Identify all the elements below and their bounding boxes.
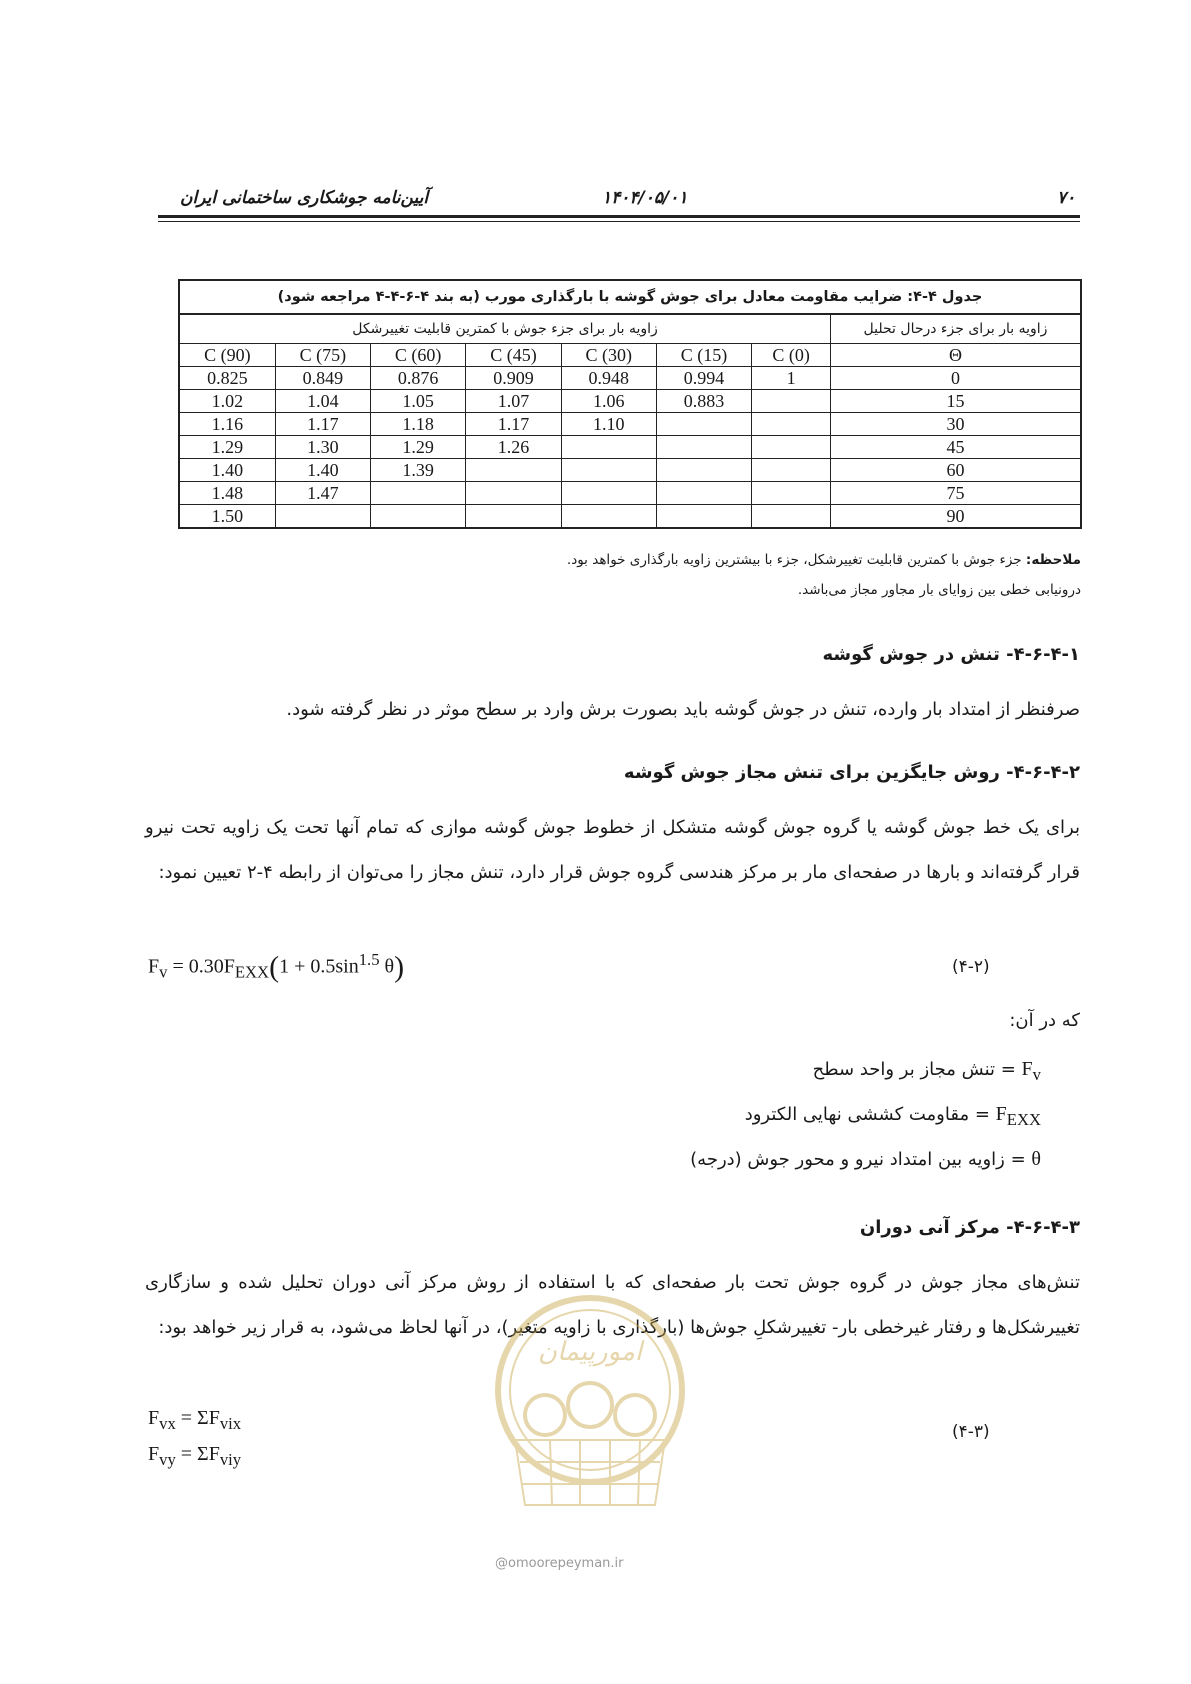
definition-text: مقاومت کششی نهایی الکترود — [744, 1104, 970, 1125]
table-cell: 1.29 — [179, 436, 275, 459]
table-cell: 1.05 — [371, 390, 466, 413]
table-cell: 1.17 — [275, 413, 370, 436]
definition-text: زاویه بین امتداد نیرو و محور جوش (درجه) — [690, 1149, 1005, 1170]
table-cell: 1.26 — [466, 436, 561, 459]
table-row — [179, 390, 1081, 413]
definition-text: تنش مجاز بر واحد سطح — [812, 1059, 996, 1080]
table-cell — [561, 482, 656, 505]
table-cell: 1.40 — [275, 459, 370, 482]
section-text-2: برای یک خط جوش گوشه یا گروه جوش گوشه متشکل از خطوط جوش گوشه موازی که تمام آنها تحت یک زاویه تحت نیرو قرار گرفته‌اند و بارها در صفحه‌ای مار بر مرکز هندسی گروه جوش قرار دارد، تنش مجاز را می‌توان از رابطه ۴-۲ تعیین نمود: — [145, 817, 1080, 883]
table-cell — [275, 505, 370, 529]
column-header: C (30) — [561, 344, 656, 367]
table-cell — [466, 459, 561, 482]
equation-4-2: $F_v = 0.30F_{EXX}(1 + 0.5\sin^{1.5}$ θ) — [148, 950, 405, 984]
note-label: ملاحظه: — [1025, 552, 1081, 568]
equation-4-3: $F_{vx} = \Sigma F_{vix}$ $F_{vy} = \Sigma F_{viy}$ — [148, 1407, 242, 1469]
table-cell — [466, 482, 561, 505]
theta-cell: 0 — [831, 367, 1082, 390]
table-cell — [752, 436, 831, 459]
table-cell: 0.994 — [656, 367, 751, 390]
table-cell — [371, 482, 466, 505]
table-cell — [656, 436, 751, 459]
table-note-1 — [567, 552, 1081, 568]
table-row — [179, 367, 1081, 390]
header-rule-thin — [158, 221, 1080, 222]
column-header: C (90) — [179, 344, 275, 367]
table-cell — [656, 459, 751, 482]
table-cell — [752, 482, 831, 505]
table-cell: 0.948 — [561, 367, 656, 390]
table-caption: جدول ۴-۴: ضرایب مقاومت معادل برای جوش گوشه با بارگذاری مورب (به بند ۴-۶-۴-۴ مراجعه شود) — [179, 280, 1081, 314]
table-row — [179, 413, 1081, 436]
definition-fexx: $F_{EXX}$ = مقاومت کششی نهایی الکترود — [744, 1103, 1041, 1129]
section-text-3: تنش‌های مجاز جوش در گروه جوش تحت بار صفحه‌ای که با استفاده از روش مرکز آنی دوران تحلیل شده و سازگاری تغییرشکل‌ها و رفتار غیرخطی بار- تغییرشکلِ جوش‌ها (بارگذاری با زاویه متغیر)، در آنها لحاظ می‌شود، به قرار زیر خواهد بود: — [145, 1272, 1080, 1338]
table-row — [179, 505, 1081, 529]
table-row — [179, 436, 1081, 459]
column-header: C (75) — [275, 344, 370, 367]
table-cell: 1.16 — [179, 413, 275, 436]
table-row — [179, 459, 1081, 482]
svg-text:امورپیمان: امورپیمان — [537, 1337, 643, 1367]
table-cell — [752, 413, 831, 436]
column-header: C (15) — [656, 344, 751, 367]
header-date: ۱۴۰۴/۰۵/۰۱ — [602, 188, 688, 208]
theta-cell: 45 — [831, 436, 1082, 459]
table-cell: 1.10 — [561, 413, 656, 436]
table-column-header-row — [179, 344, 1081, 367]
table-cell: 1.18 — [371, 413, 466, 436]
table-cell: 1.07 — [466, 390, 561, 413]
book-title: آیین‌نامه جوشکاری ساختمانی ایران — [180, 188, 429, 208]
table-cell: 1.04 — [275, 390, 370, 413]
header-rule — [158, 215, 1080, 218]
column-header: C (60) — [371, 344, 466, 367]
table-cell — [752, 505, 831, 529]
equation-number-4-3: (۴-۳) — [952, 1422, 990, 1442]
definition-symbol: θ — [1031, 1148, 1041, 1170]
theta-cell: 75 — [831, 482, 1082, 505]
table-cell — [561, 459, 656, 482]
where-label: که در آن: — [1009, 1010, 1080, 1031]
table-cell: 1.47 — [275, 482, 370, 505]
theta-cell: 15 — [831, 390, 1082, 413]
theta-header: Θ — [831, 344, 1082, 367]
section-heading-3: ۴-۶-۴-۳- مرکز آنی دوران — [859, 1217, 1080, 1238]
table-cell: 1.02 — [179, 390, 275, 413]
watermark-site: @omoorepeyman.ir — [495, 1556, 624, 1571]
table-cell: 0.876 — [371, 367, 466, 390]
table-cell — [466, 505, 561, 529]
section-heading-1: ۴-۶-۴-۱- تنش در جوش گوشه — [822, 644, 1080, 665]
table-cell — [371, 505, 466, 529]
table-cell — [561, 436, 656, 459]
table-row — [179, 482, 1081, 505]
section-heading-2: ۴-۶-۴-۲- روش جایگزین برای تنش مجاز جوش گوشه — [623, 762, 1080, 783]
theta-cell: 60 — [831, 459, 1082, 482]
table-cell: 1.50 — [179, 505, 275, 529]
table-cell: 1.17 — [466, 413, 561, 436]
note-text: جزء جوش با کمترین قابلیت تغییرشکل، جزء با بیشترین زاویه بارگذاری خواهد بود. — [566, 552, 1022, 568]
equation-number-4-2: (۴-۲) — [952, 957, 990, 977]
table-cell — [561, 505, 656, 529]
table-cell: 1.40 — [179, 459, 275, 482]
table-cell: 0.825 — [179, 367, 275, 390]
table-cell: 1.29 — [371, 436, 466, 459]
watermark-logo-icon — [490, 1290, 690, 1550]
section-text-1: صرفنظر از امتداد بار وارده، تنش در جوش گوشه باید بصورت برش وارد بر سطح موثر در نظر گرفته شود. — [286, 699, 1080, 720]
table-cell: 1.30 — [275, 436, 370, 459]
table-cell: 0.883 — [656, 390, 751, 413]
table-cell — [656, 413, 751, 436]
table-cell: 1.39 — [371, 459, 466, 482]
column-header: C (45) — [466, 344, 561, 367]
table-cell — [656, 505, 751, 529]
table-cell — [752, 459, 831, 482]
table-cell: 1.48 — [179, 482, 275, 505]
coefficient-table — [178, 279, 1082, 529]
table-cell — [752, 390, 831, 413]
theta-cell: 90 — [831, 505, 1082, 529]
table-cell: 0.849 — [275, 367, 370, 390]
column-header: C (0) — [752, 344, 831, 367]
table-cell: 0.909 — [466, 367, 561, 390]
table-cell: 1 — [752, 367, 831, 390]
table-cell: 1.06 — [561, 390, 656, 413]
table-note-2: درونیابی خطی بین زوایای بار مجاور مجاز می‌باشد. — [797, 582, 1081, 598]
theta-cell: 30 — [831, 413, 1082, 436]
definition-theta: θ = زاویه بین امتداد نیرو و محور جوش (درجه) — [690, 1148, 1041, 1170]
table-group-header-angle: زاویه بار برای جزء درحال تحلیل — [831, 314, 1082, 344]
definition-fv: $F_v$ = تنش مجاز بر واحد سطح — [812, 1058, 1041, 1084]
page-number: ۷۰ — [1057, 188, 1076, 208]
table-cell — [656, 482, 751, 505]
table-group-header-weld: زاویه بار برای جزء جوش با کمترین قابلیت تغییرشکل — [179, 314, 831, 344]
